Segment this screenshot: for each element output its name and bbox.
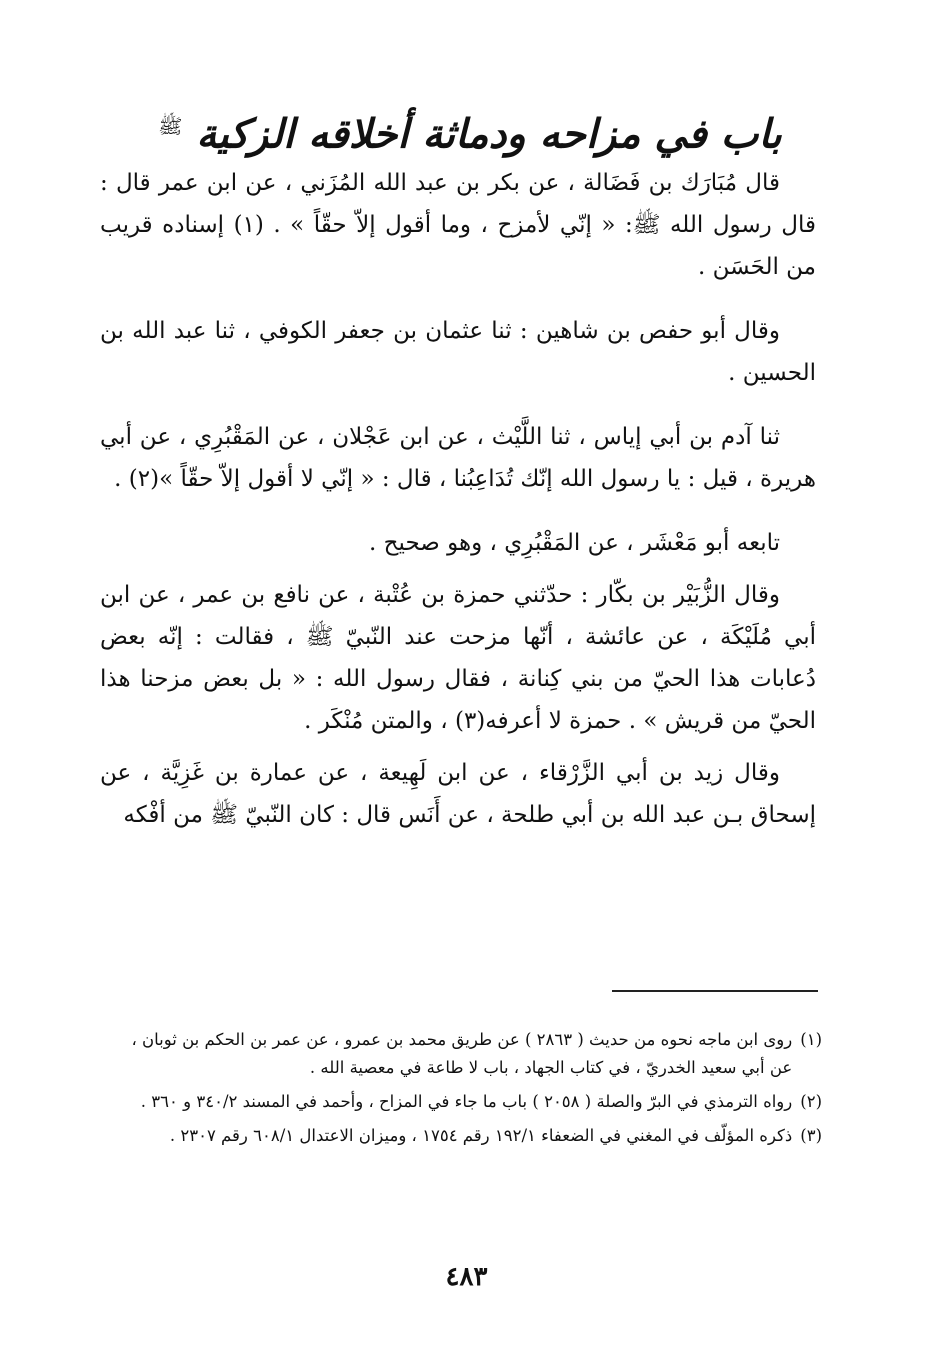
- footnote-text: روى ابن ماجه نحوه من حديث ( ٢٨٦٣ ) عن طريق محمد بن عمرو ، عن عمر بن الحكم بن ثوبان ، عن أبي سعيد الخدريّ ، في كتاب الجهاد ، باب لا طاعة في معصية الله .: [131, 1030, 793, 1077]
- honorific-seal: ﷺ: [158, 114, 183, 138]
- footnote-separator: [612, 990, 818, 992]
- footnote-number: (٢): [800, 1092, 822, 1111]
- paragraph: وقال زيد بن أبي الزَّرْقاء ، عن ابن لَهِيعة ، عن عمارة بن غَزِيَّة ، عن إسحاق بـن عبد الله بن أبي طلحة ، عن أَنَس قال : كان النّبيّ ﷺ من أفْكه: [100, 760, 816, 828]
- footnote-number: (٣): [800, 1126, 822, 1145]
- paragraph: قال مُبَارَك بن فَضَالة ، عن بكر بن عبد الله المُزَني ، عن ابن عمر قال : قال رسول الله ﷺ: « إنّي لأمزح ، وما أقول إلاّ حقّاً » . (١) إسناده قريب من الحَسَن .: [100, 170, 816, 280]
- footnote: [110, 1088, 822, 1116]
- paragraph: وقال الزُّبَيْر بن بكّار : حدّثني حمزة بن عُتْبة ، عن نافع بن عمر ، عن ابن أبي مُلَيْكَة ، عن عائشة ، أنّها مزحت عند النّبيّ ﷺ ، فقالت : إنّه بعض دُعابات هذا الحيّ من بني كِنانة ، فقال رسول الله : « بل بعض مزحنا هذا الحيّ من قريش » . حمزة لا أعرفه(٣) ، والمتن مُنْكَر .: [100, 582, 816, 734]
- footnote-text: ذكره المؤلّف في المغني في الضعفاء ١٩٢/١ رقم ١٧٥٤ ، وميزان الاعتدال ٦٠٨/١ رقم ٢٣٠٧ .: [169, 1126, 793, 1145]
- main-text: [100, 162, 816, 836]
- chapter-title: باب في مزاحه ودماثة أخلاقه الزكية: [196, 110, 782, 158]
- paragraph: وقال أبو حفص بن شاهين : ثنا عثمان بن جعفر الكوفي ، ثنا عبد الله بن الحسين .: [100, 318, 816, 386]
- footnote-text: رواه الترمذي في البرّ والصلة ( ٢٠٥٨ ) باب ما جاء في المزاح ، وأحمد في المسند ٣٤٠/٢ و ٣٦٠ .: [140, 1092, 793, 1111]
- paragraph: تابعه أبو مَعْشَر ، عن المَقْبُرِي ، وهو صحيح .: [369, 530, 780, 556]
- footnote: [110, 1122, 822, 1150]
- footnote-number: (١): [800, 1030, 822, 1049]
- footnote: [110, 1026, 822, 1082]
- page-number: ٤٨٣: [445, 1262, 488, 1292]
- paragraph: ثنا آدم بن أبي إياس ، ثنا اللَّيْث ، عن ابن عَجْلان ، عن المَقْبُرِي ، عن أبي هريرة ، قيل : يا رسول الله إنّك تُدَاعِبُنا ، قال : « إنّي لا أقول إلاّ حقّاً »(٢) .: [100, 424, 816, 492]
- chapter-heading: [150, 96, 790, 164]
- footnotes: [110, 1026, 822, 1156]
